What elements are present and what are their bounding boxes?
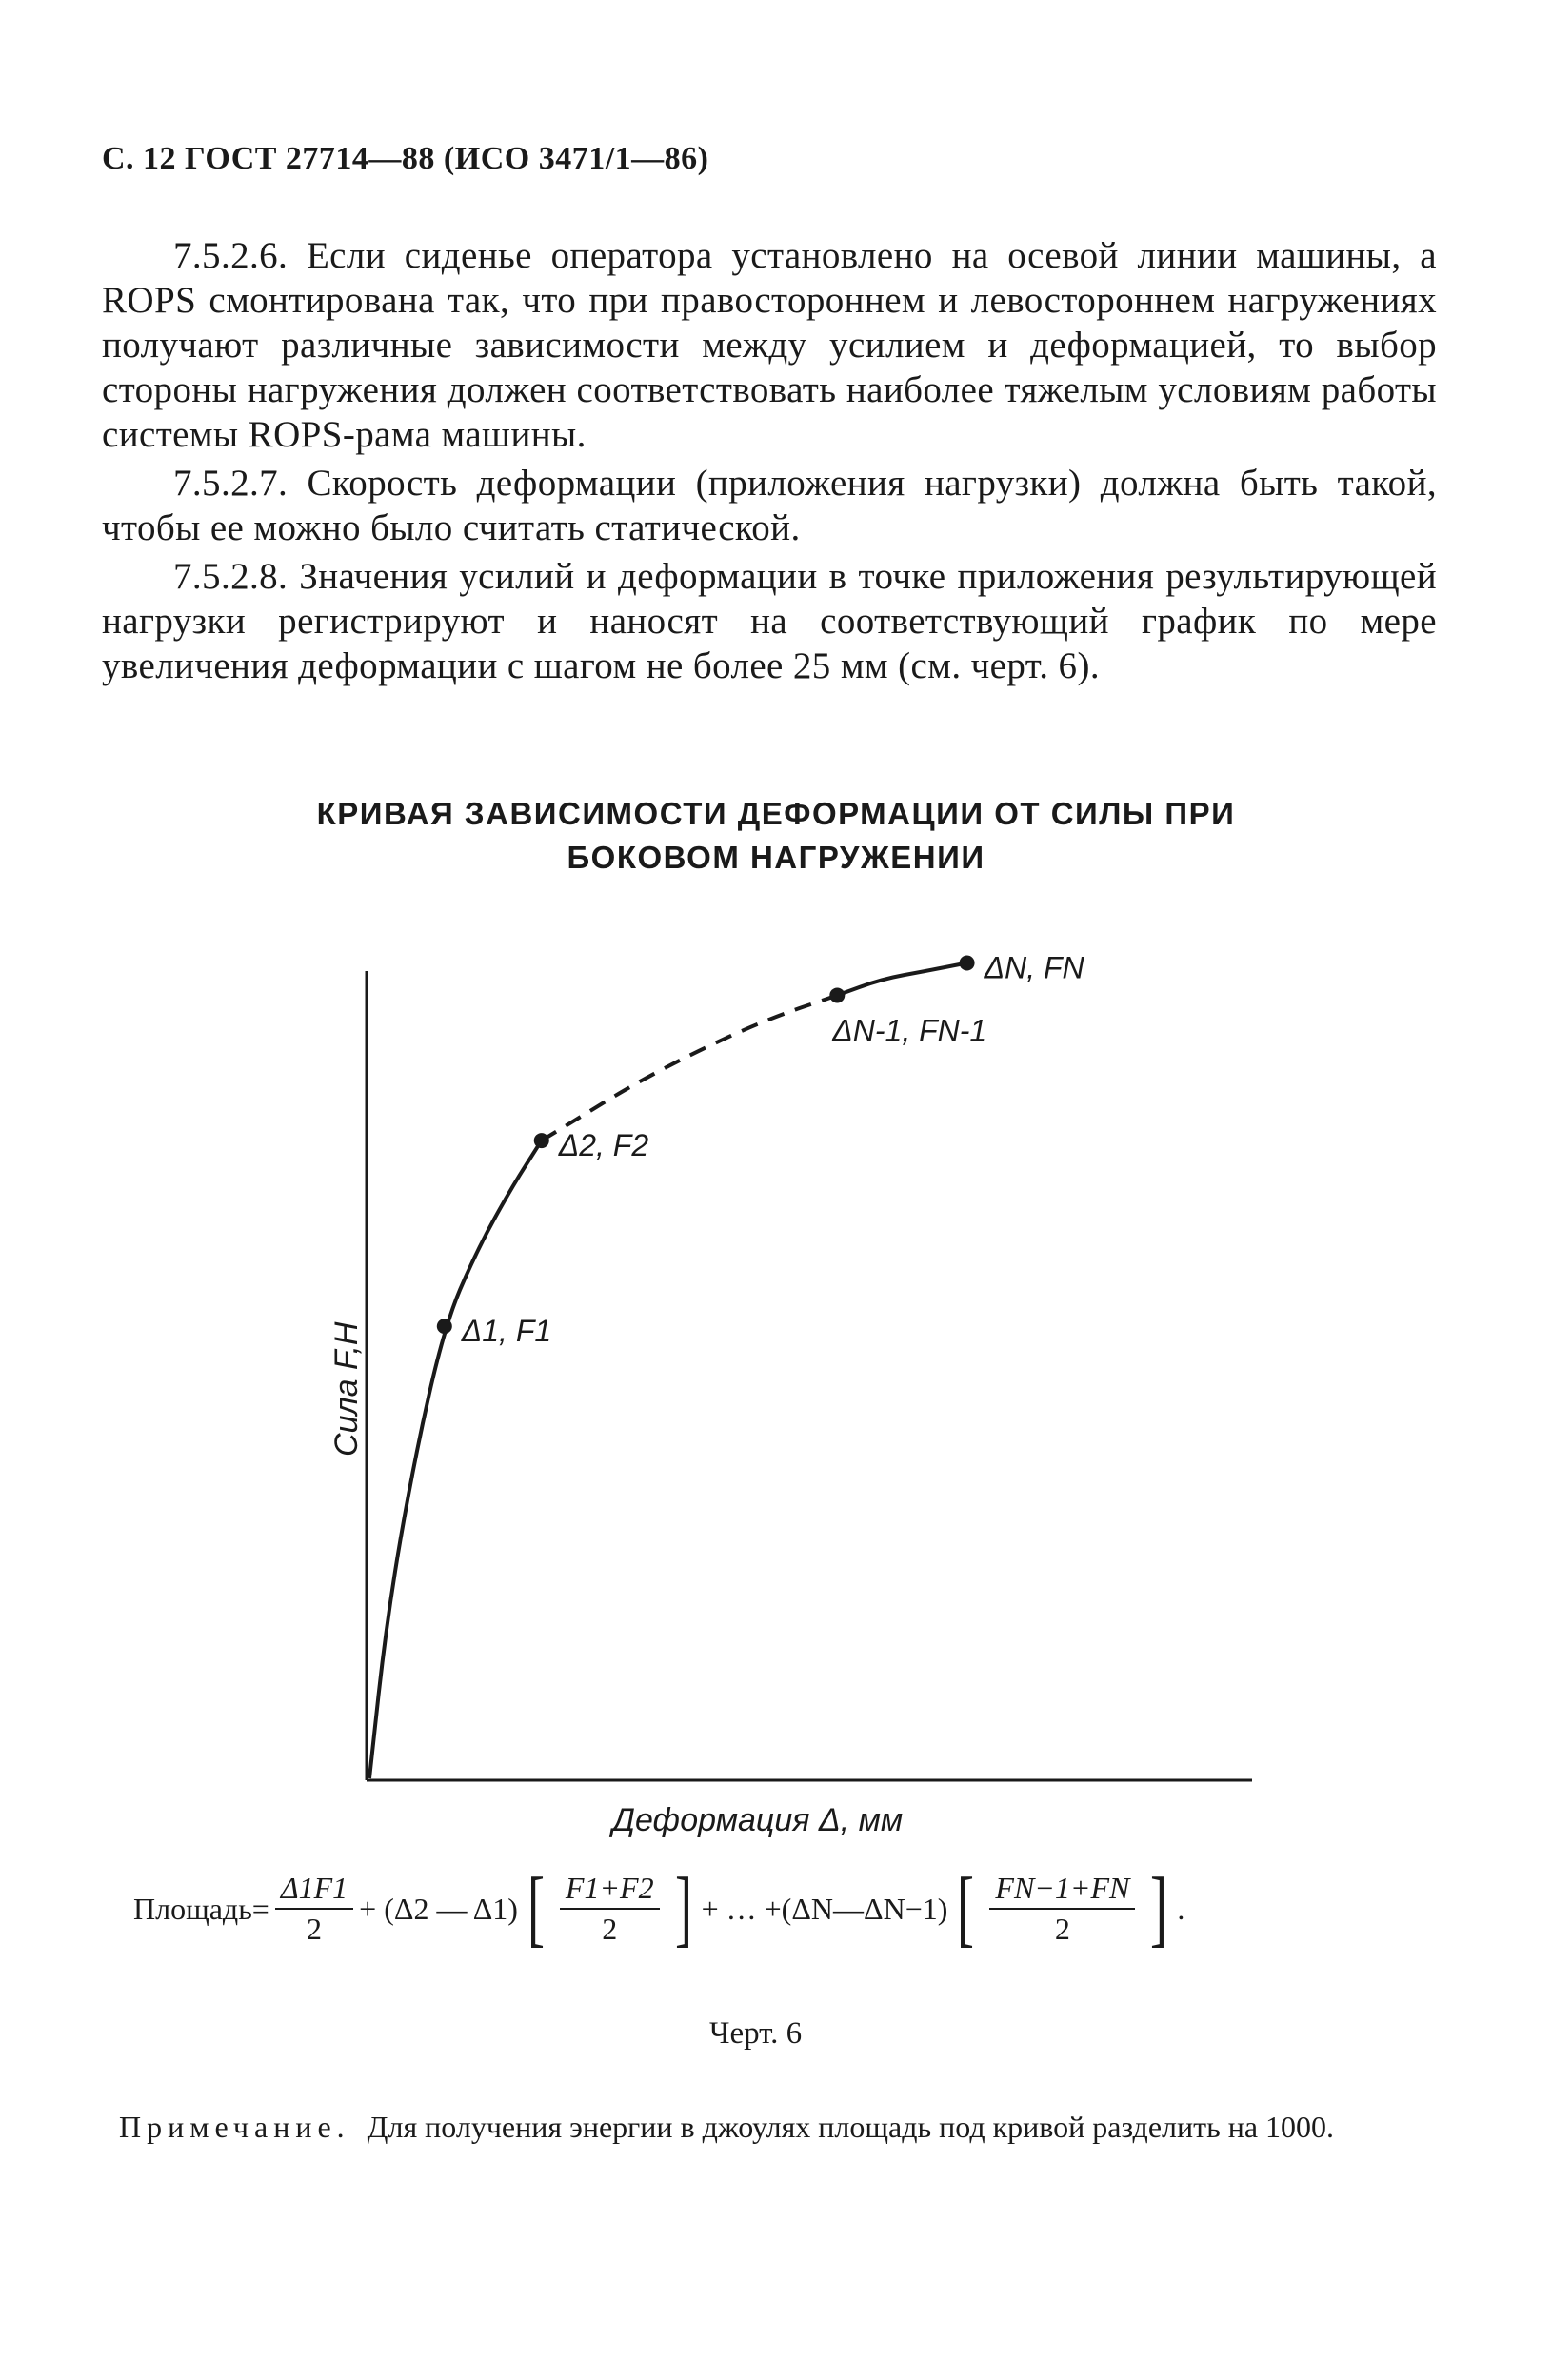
formula-term1-den: 2 xyxy=(307,1912,322,1946)
paragraph-7-5-2-8: 7.5.2.8. Значения усилий и деформации в точке приложения результирующей нагрузки регистрируют и наносят на соответствующий график по мере увеличения деформации с шагом не более 25 мм (см. черт. 6). xyxy=(102,556,1437,686)
formula-term1 xyxy=(275,1871,353,1947)
paragraph-7-5-2-6: 7.5.2.6. Если сиденье оператора установлено на осевой линии машины, а ROPS смонтирована так, что при правостороннем и левостороннем нагружениях получают различные зависимости между усилием и деформацией, то выбор стороны нагружения должен соответствовать наиболее тяжелым условиям работы системы ROPS-рама машины. xyxy=(102,235,1437,455)
formula-end: . xyxy=(1177,1891,1185,1926)
data-point-label-3: ΔN-1, FN-1 xyxy=(832,1013,987,1048)
y-axis-label: Сила F,Н xyxy=(328,1321,365,1457)
area-formula xyxy=(133,1861,1185,1955)
paragraph-7-5-2-7: 7.5.2.7. Скорость деформации (приложения нагрузки) должна быть такой, чтобы ее можно было считать статической. xyxy=(102,463,1437,548)
formula-term1-num: Δ1F1 xyxy=(275,1871,353,1910)
data-point-4 xyxy=(960,956,975,971)
series-measured-end xyxy=(837,963,966,996)
note-text: Для получения энергии в джоулях площадь под кривой разделить на 1000. xyxy=(367,2110,1335,2144)
figure-title-line2: БОКОВОМ НАГРУЖЕНИИ xyxy=(567,840,985,875)
formula-plus1: + (Δ2 — Δ1) xyxy=(359,1891,518,1926)
bracket-close-2: ] xyxy=(1150,1861,1168,1955)
data-point-3 xyxy=(829,987,845,1002)
formula-lead: Площадь= xyxy=(133,1891,269,1926)
note-label: Примечание. xyxy=(119,2110,350,2144)
bracket-close-1: ] xyxy=(674,1861,692,1955)
formula-middle: + … +(ΔN—ΔN−1) xyxy=(701,1891,948,1926)
formula-term2-num: F1+F2 xyxy=(560,1871,660,1910)
formula-term2 xyxy=(560,1871,660,1947)
series-interpolated xyxy=(542,995,838,1140)
page-header: С. 12 ГОСТ 27714—88 (ИСО 3471/1—86) xyxy=(102,141,709,176)
data-point-2 xyxy=(534,1133,549,1148)
figure-title-line1: КРИВАЯ ЗАВИСИМОСТИ ДЕФОРМАЦИИ ОТ СИЛЫ ПРИ xyxy=(316,796,1236,831)
formula-term3-num: FN−1+FN xyxy=(989,1871,1135,1910)
series-measured-start xyxy=(369,1140,542,1778)
data-point-label-4: ΔN, FN xyxy=(984,950,1084,985)
note xyxy=(119,2104,1452,2150)
x-axis-label: Деформация Δ, мм xyxy=(612,1802,904,1838)
formula-term2-den: 2 xyxy=(602,1912,618,1946)
bracket-open-2: [ xyxy=(957,1861,975,1955)
formula-term3 xyxy=(989,1871,1135,1947)
data-point-label-2: Δ2, F2 xyxy=(558,1128,649,1163)
data-point-1 xyxy=(437,1319,452,1334)
data-point-label-1: Δ1, F1 xyxy=(461,1314,552,1349)
bracket-open-1: [ xyxy=(527,1861,545,1955)
formula-term3-den: 2 xyxy=(1054,1912,1070,1946)
figure-caption: Черт. 6 xyxy=(709,2016,803,2051)
